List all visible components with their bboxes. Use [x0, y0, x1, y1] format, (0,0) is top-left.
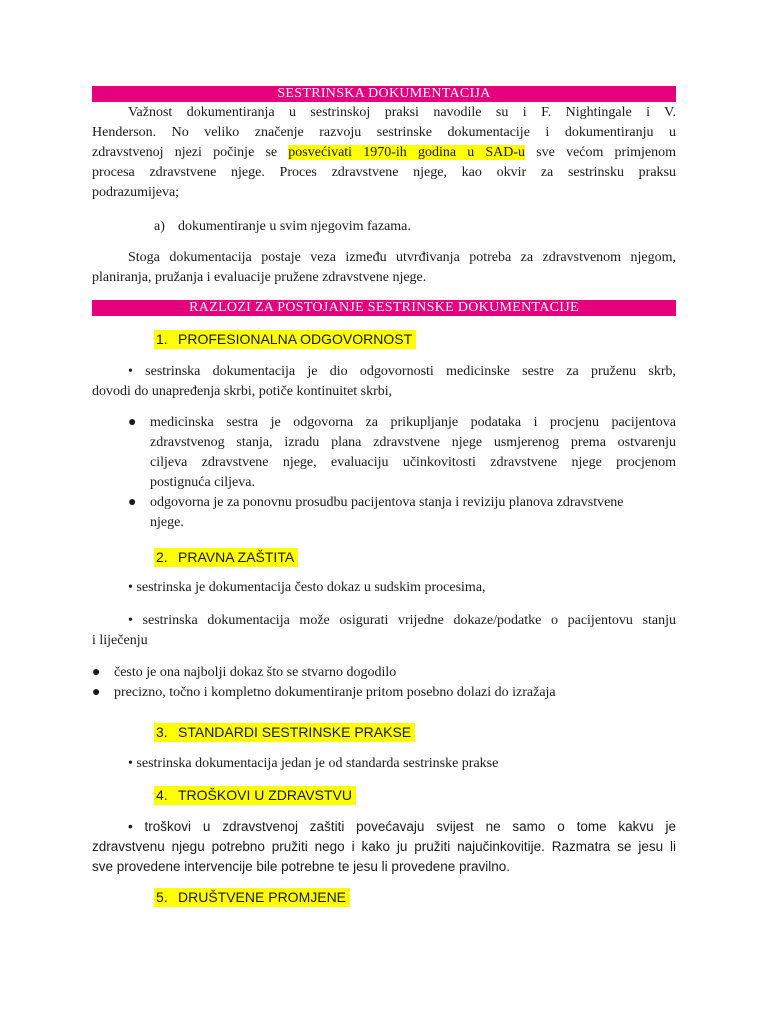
heading-drustvene-promjene [154, 888, 350, 907]
stoga-line: planiranja, pružanja i evaluacije pružene zdravstvene njege. [92, 270, 427, 285]
list-item [128, 493, 676, 533]
s1-paragraph [92, 362, 676, 402]
s1-line: dovodi do unapređenja skrbi, potiče kontinuitet skrbi, [92, 384, 393, 399]
s2-line: • sestrinska je dokumentacija često dokaz u sudskim procesima, [128, 580, 486, 595]
bullet-line: zdravstvenog stanja, izradu plana zdravstvene njege usmjerenog prema ostvarenju [150, 435, 676, 450]
heading-label: STANDARDI SESTRINSKE PRAKSE [178, 724, 412, 740]
bullet-icon: ● [92, 665, 101, 680]
list-marker: a) [154, 219, 165, 234]
heading-number: 2. [156, 549, 168, 565]
heading-number: 5. [156, 889, 168, 905]
intro-paragraph [92, 103, 676, 203]
intro-line-text: sve većom primjenom [525, 145, 676, 160]
section-title-sestrinska-dokumentacija: SESTRINSKA DOKUMENTACIJA [92, 86, 676, 102]
heading-standardi [154, 723, 415, 742]
bullet-line: ciljeva zdravstvene njege, evaluaciju učinkovitosti zdravstvene njege procjenom [150, 455, 676, 470]
bullet-text: precizno, točno i kompletno dokumentiranje pritom posebno dolazi do izražaja [114, 685, 556, 700]
s3-paragraph [92, 754, 676, 774]
s4-paragraph [92, 817, 676, 877]
bullet-line: njege. [150, 515, 184, 530]
list-item [92, 663, 676, 683]
bullet-line: medicinska sestra je odgovorna za prikupljanje podataka i procjenu pacijentova [150, 415, 676, 430]
heading-troskovi [154, 786, 356, 805]
s2-bullet-list [92, 663, 676, 703]
heading-profesionalna-odgovornost [154, 330, 416, 349]
bullet-icon: ● [128, 415, 137, 430]
list-item [128, 413, 676, 493]
intro-line: podrazumijeva; [92, 185, 180, 200]
s4-line: zdravstvenu njegu potrebno pružiti nego i kako ju pružiti najučinkovitije. Razmatra se jesu li [92, 839, 676, 854]
intro-line-text: zdravstvenoj njezi počinje se [92, 145, 289, 160]
s2-paragraph-1 [92, 578, 676, 598]
highlighted-text: posvećivati 1970-ih godina u SAD-u [288, 145, 526, 160]
list-item-a [154, 217, 654, 237]
stoga-paragraph [92, 248, 676, 288]
bullet-icon: ● [128, 495, 137, 510]
bullet-text: često je ona najbolji dokaz što se stvarno dogodilo [114, 665, 397, 680]
heading-label: PROFESIONALNA ODGOVORNOST [178, 331, 413, 347]
heading-label: DRUŠTVENE PROMJENE [178, 889, 347, 905]
s2-line: i liječenju [92, 633, 148, 648]
stoga-line: Stoga dokumentacija postaje veza između utvrđivanja potreba za zdravstvenom njegom, [128, 250, 676, 265]
heading-number: 3. [156, 724, 168, 740]
s4-line: sve provedene intervencije bile potrebne te jesu li provedene pravilno. [92, 859, 511, 874]
heading-label: PRAVNA ZAŠTITA [178, 549, 295, 565]
section-title-razlozi: RAZLOZI ZA POSTOJANJE SESTRINSKE DOKUMENTACIJE [92, 300, 676, 316]
s1-line: • sestrinska dokumentacija je dio odgovornosti medicinske sestre za pruženu skrb, [128, 364, 676, 379]
s3-line: • sestrinska dokumentacija jedan je od standarda sestrinske prakse [128, 756, 499, 771]
s2-paragraph-2 [92, 611, 676, 651]
bullet-icon: ● [92, 685, 101, 700]
bullet-line: odgovorna je za ponovnu prosudbu pacijentova stanja i reviziju planova zdravstvene [150, 495, 624, 510]
s1-bullet-list [128, 413, 676, 533]
intro-line [92, 143, 676, 163]
intro-line: Važnost dokumentiranja u sestrinskoj praksi navodile su i F. Nightingale i V. [128, 105, 676, 120]
intro-line: procesa zdravstvene njege. Proces zdravstvene njege, kao okvir za sestrinsku praksu [92, 165, 676, 180]
intro-line: Henderson. No veliko značenje razvoju sestrinske dokumentacije i dokumentiranju u [92, 125, 676, 140]
s2-line: • sestrinska dokumentacija može osigurati vrijedne dokaze/podatke o pacijentovu stanju [128, 613, 676, 628]
list-item-text: dokumentiranje u svim njegovim fazama. [178, 219, 411, 234]
heading-number: 4. [156, 787, 168, 803]
heading-pravna-zastita [154, 548, 298, 567]
s4-line: • troškovi u zdravstvenoj zaštiti povećavaju svijest ne samo o tome kakvu je [128, 819, 676, 834]
list-item [92, 683, 676, 703]
heading-number: 1. [156, 331, 168, 347]
heading-label: TROŠKOVI U ZDRAVSTVU [178, 787, 352, 803]
bullet-line: postignuća ciljeva. [150, 475, 255, 490]
